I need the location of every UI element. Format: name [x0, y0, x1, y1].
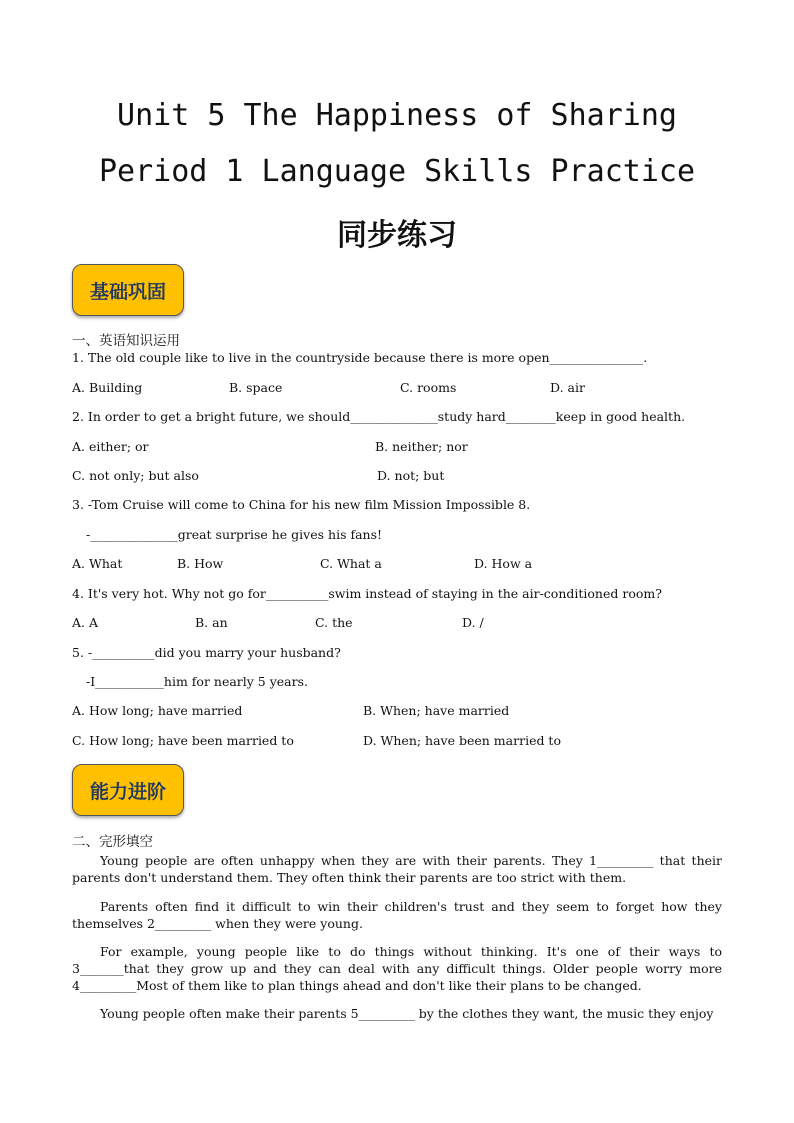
question-4-stem: 4. It's very hot. Why not go for__________swim instead of staying in the air-conditioned room? [72, 586, 662, 601]
cloze-paragraph-2: Parents often find it difficult to win their children's trust and they seem to forget how they themselves 2_________ when they were young. [72, 899, 722, 931]
question-2-stem: 2. In order to get a bright future, we should______________study hard________keep in good health. [72, 409, 686, 424]
q1-option-b: B. space [229, 380, 283, 395]
cloze-paragraph-1: Young people are often unhappy when they are with their parents. They 1_________ that their parents don't understand them. They often think their parents are too strict with them. [72, 853, 722, 885]
title-practice: 同步练习 [337, 218, 457, 253]
section-badge-advanced: 能力进阶 [72, 764, 184, 816]
q5-option-d: D. When; have been married to [363, 733, 561, 748]
q2-option-c: C. not only; but also [72, 468, 199, 483]
q5-option-c: C. How long; have been married to [72, 733, 294, 748]
question-5-stem: 5. -__________did you marry your husband? [72, 645, 341, 660]
section-heading-knowledge: 一、英语知识运用 [72, 333, 180, 349]
title-unit: Unit 5 The Happiness of Sharing [117, 98, 677, 133]
q2-option-a: A. either; or [72, 439, 149, 454]
q3-option-c: C. What a [320, 556, 382, 571]
section-badge-basic: 基础巩固 [72, 264, 184, 316]
question-5-reply: -I___________him for nearly 5 years. [86, 674, 308, 689]
q1-option-d: D. air [550, 380, 585, 395]
q4-option-a: A. A [72, 615, 99, 630]
q1-option-c: C. rooms [400, 380, 457, 395]
question-3-reply: -______________great surprise he gives his fans! [86, 527, 383, 542]
q3-option-a: A. What [72, 556, 123, 571]
cloze-paragraph-4: Young people often make their parents 5_________ by the clothes they want, the music they enjoy [100, 1006, 714, 1021]
q5-option-b: B. When; have married [363, 703, 510, 718]
q4-option-c: C. the [315, 615, 353, 630]
q2-option-b: B. neither; nor [375, 439, 468, 454]
section-heading-cloze: 二、完形填空 [72, 834, 153, 850]
cloze-paragraph-3: For example, young people like to do things without thinking. It's one of their ways to 3_______that they grow up and they can deal with any difficult things. Older people worry more 4_________Most of them like to plan things ahead and don't like their plans to be changed. [72, 944, 722, 993]
q5-option-a: A. How long; have married [72, 703, 243, 718]
q4-option-d: D. / [462, 615, 484, 630]
q3-option-b: B. How [177, 556, 224, 571]
title-period: Period 1 Language Skills Practice [98, 154, 696, 189]
q1-option-a: A. Building [72, 380, 143, 395]
q4-option-b: B. an [195, 615, 228, 630]
q3-option-d: D. How a [474, 556, 533, 571]
question-1-stem: 1. The old couple like to live in the countryside because there is more open_______________. [72, 350, 648, 365]
question-3-stem: 3. -Tom Cruise will come to China for his new film Mission Impossible 8. [72, 497, 531, 512]
q2-option-d: D. not; but [377, 468, 445, 483]
